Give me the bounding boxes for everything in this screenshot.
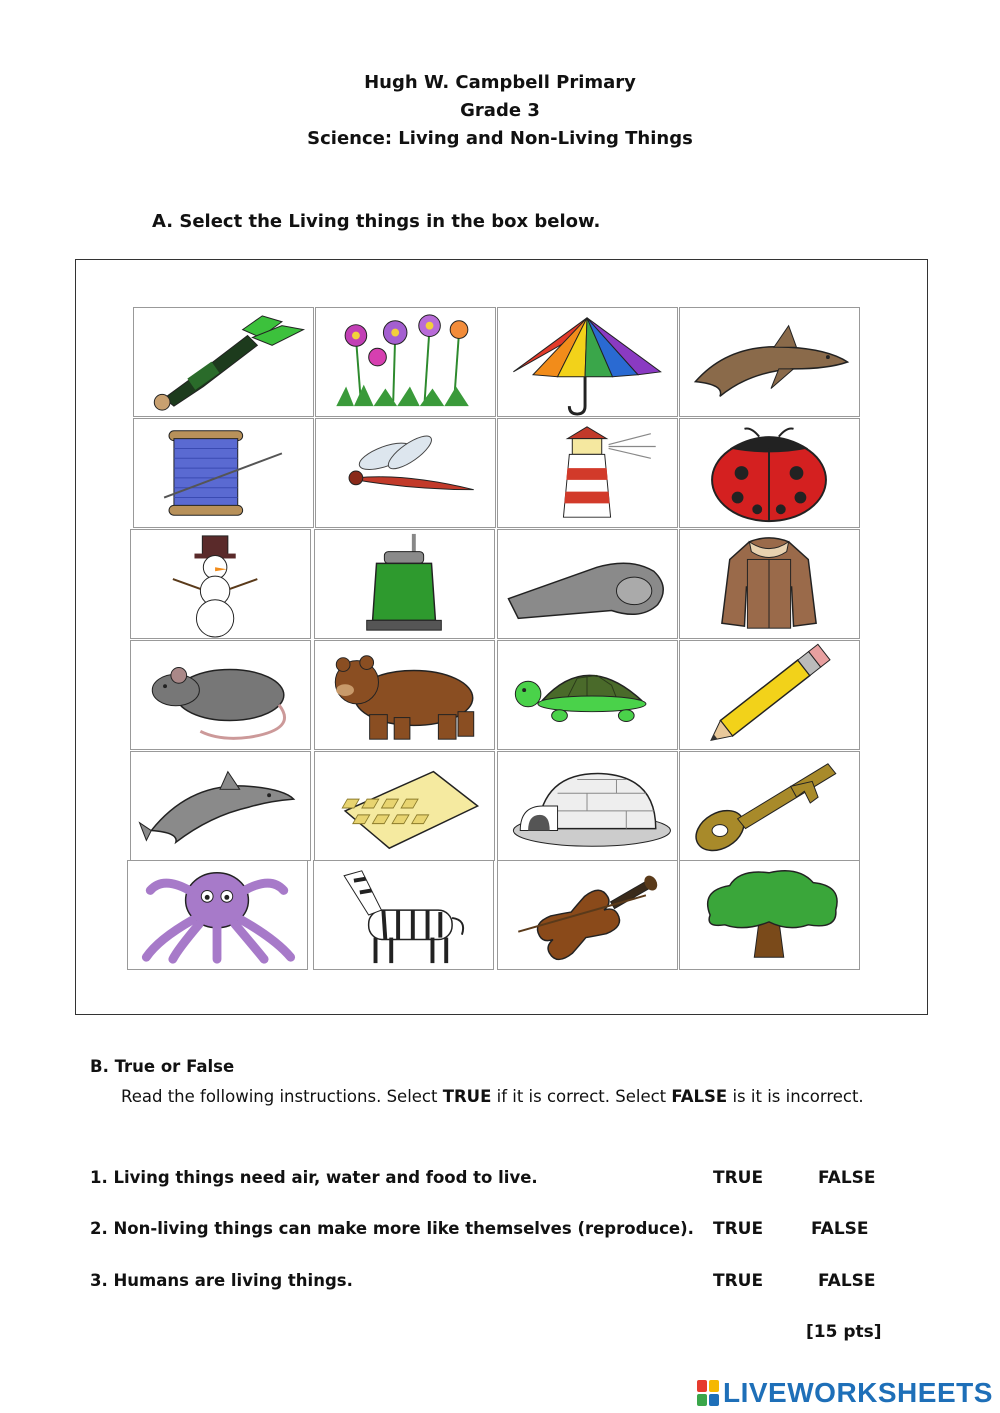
school-name: Hugh W. Campbell Primary [364, 72, 636, 93]
picture-spool-of-thread[interactable] [133, 418, 314, 528]
question-2-false-option[interactable]: FALSE [811, 1219, 869, 1239]
shark-icon [680, 308, 859, 416]
pencil-icon [680, 641, 859, 749]
coat-icon [680, 530, 859, 638]
instructions-true-word: TRUE [442, 1087, 492, 1106]
dolphin-icon [131, 752, 310, 860]
question-1: 1. Living things need air, water and food to live. [90, 1168, 538, 1187]
violin-icon [498, 861, 677, 969]
diver-icon [134, 308, 313, 416]
picture-vacuum-cleaner[interactable] [314, 529, 495, 639]
spool-of-thread-icon [134, 419, 313, 527]
question-1-true-option[interactable]: TRUE [713, 1168, 764, 1188]
picture-diver[interactable] [133, 307, 314, 417]
logo-mark-square [697, 1380, 707, 1392]
picture-whistle[interactable] [497, 529, 678, 639]
instructions [121, 1083, 881, 1111]
picture-lighthouse[interactable] [497, 418, 678, 528]
tree-icon [680, 861, 859, 969]
picture-coat[interactable] [679, 529, 860, 639]
bear-icon [315, 641, 494, 749]
question-3-true-option[interactable]: TRUE [713, 1271, 764, 1291]
key-icon [680, 752, 859, 860]
instructions-part-2: if it is correct. Select [491, 1087, 672, 1106]
picture-tree[interactable] [679, 860, 860, 970]
picture-ladybug[interactable] [679, 418, 860, 528]
picture-key[interactable] [679, 751, 860, 861]
picture-flowers[interactable] [315, 307, 496, 417]
picture-umbrella[interactable] [497, 307, 678, 417]
picture-pencil[interactable] [679, 640, 860, 750]
logo-mark-icon [697, 1380, 719, 1406]
waffle-icon [315, 752, 494, 860]
vacuum-cleaner-icon [315, 530, 494, 638]
worksheet-title: Science: Living and Non-Living Things [307, 128, 693, 149]
question-3-false-option[interactable]: FALSE [818, 1271, 876, 1291]
picture-grid [133, 307, 861, 971]
snowman-icon [131, 530, 310, 638]
question-2-true-option[interactable]: TRUE [713, 1219, 764, 1239]
section-a-heading: A. Select the Living things in the box below. [152, 211, 601, 232]
ladybug-icon [680, 419, 859, 527]
logo-mark-square [697, 1394, 707, 1406]
picture-turtle[interactable] [497, 640, 678, 750]
picture-dragonfly[interactable] [315, 418, 496, 528]
instructions-part-1: Read the following instructions. Select [121, 1087, 443, 1106]
picture-igloo[interactable] [497, 751, 678, 861]
logo-mark-square [709, 1380, 719, 1392]
picture-rat[interactable] [130, 640, 311, 750]
rat-icon [131, 641, 310, 749]
picture-octopus[interactable] [127, 860, 308, 970]
logo-text: LIVEWORKSHEETS [723, 1377, 993, 1408]
logo-mark-square [709, 1394, 719, 1406]
picture-bear[interactable] [314, 640, 495, 750]
section-b-heading: B. True or False [90, 1057, 235, 1076]
points-label: [15 pts] [806, 1322, 882, 1342]
instructions-part-3: is it is incorrect. [727, 1087, 864, 1106]
dragonfly-icon [316, 419, 495, 527]
igloo-icon [498, 752, 677, 860]
question-1-false-option[interactable]: FALSE [818, 1168, 876, 1188]
octopus-icon [128, 861, 307, 969]
liveworksheets-logo [697, 1378, 993, 1408]
picture-dolphin[interactable] [130, 751, 311, 861]
zebra-icon [314, 861, 493, 969]
lighthouse-icon [498, 419, 677, 527]
question-3: 3. Humans are living things. [90, 1271, 353, 1290]
whistle-icon [498, 530, 677, 638]
turtle-icon [498, 641, 677, 749]
picture-zebra[interactable] [313, 860, 494, 970]
instructions-false-word: FALSE [671, 1087, 728, 1106]
picture-violin[interactable] [497, 860, 678, 970]
grade-label: Grade 3 [460, 100, 540, 121]
question-2: 2. Non-living things can make more like themselves (reproduce). [90, 1219, 694, 1238]
flowers-icon [316, 308, 495, 416]
picture-waffle[interactable] [314, 751, 495, 861]
picture-snowman[interactable] [130, 529, 311, 639]
picture-shark[interactable] [679, 307, 860, 417]
umbrella-icon [498, 308, 677, 416]
